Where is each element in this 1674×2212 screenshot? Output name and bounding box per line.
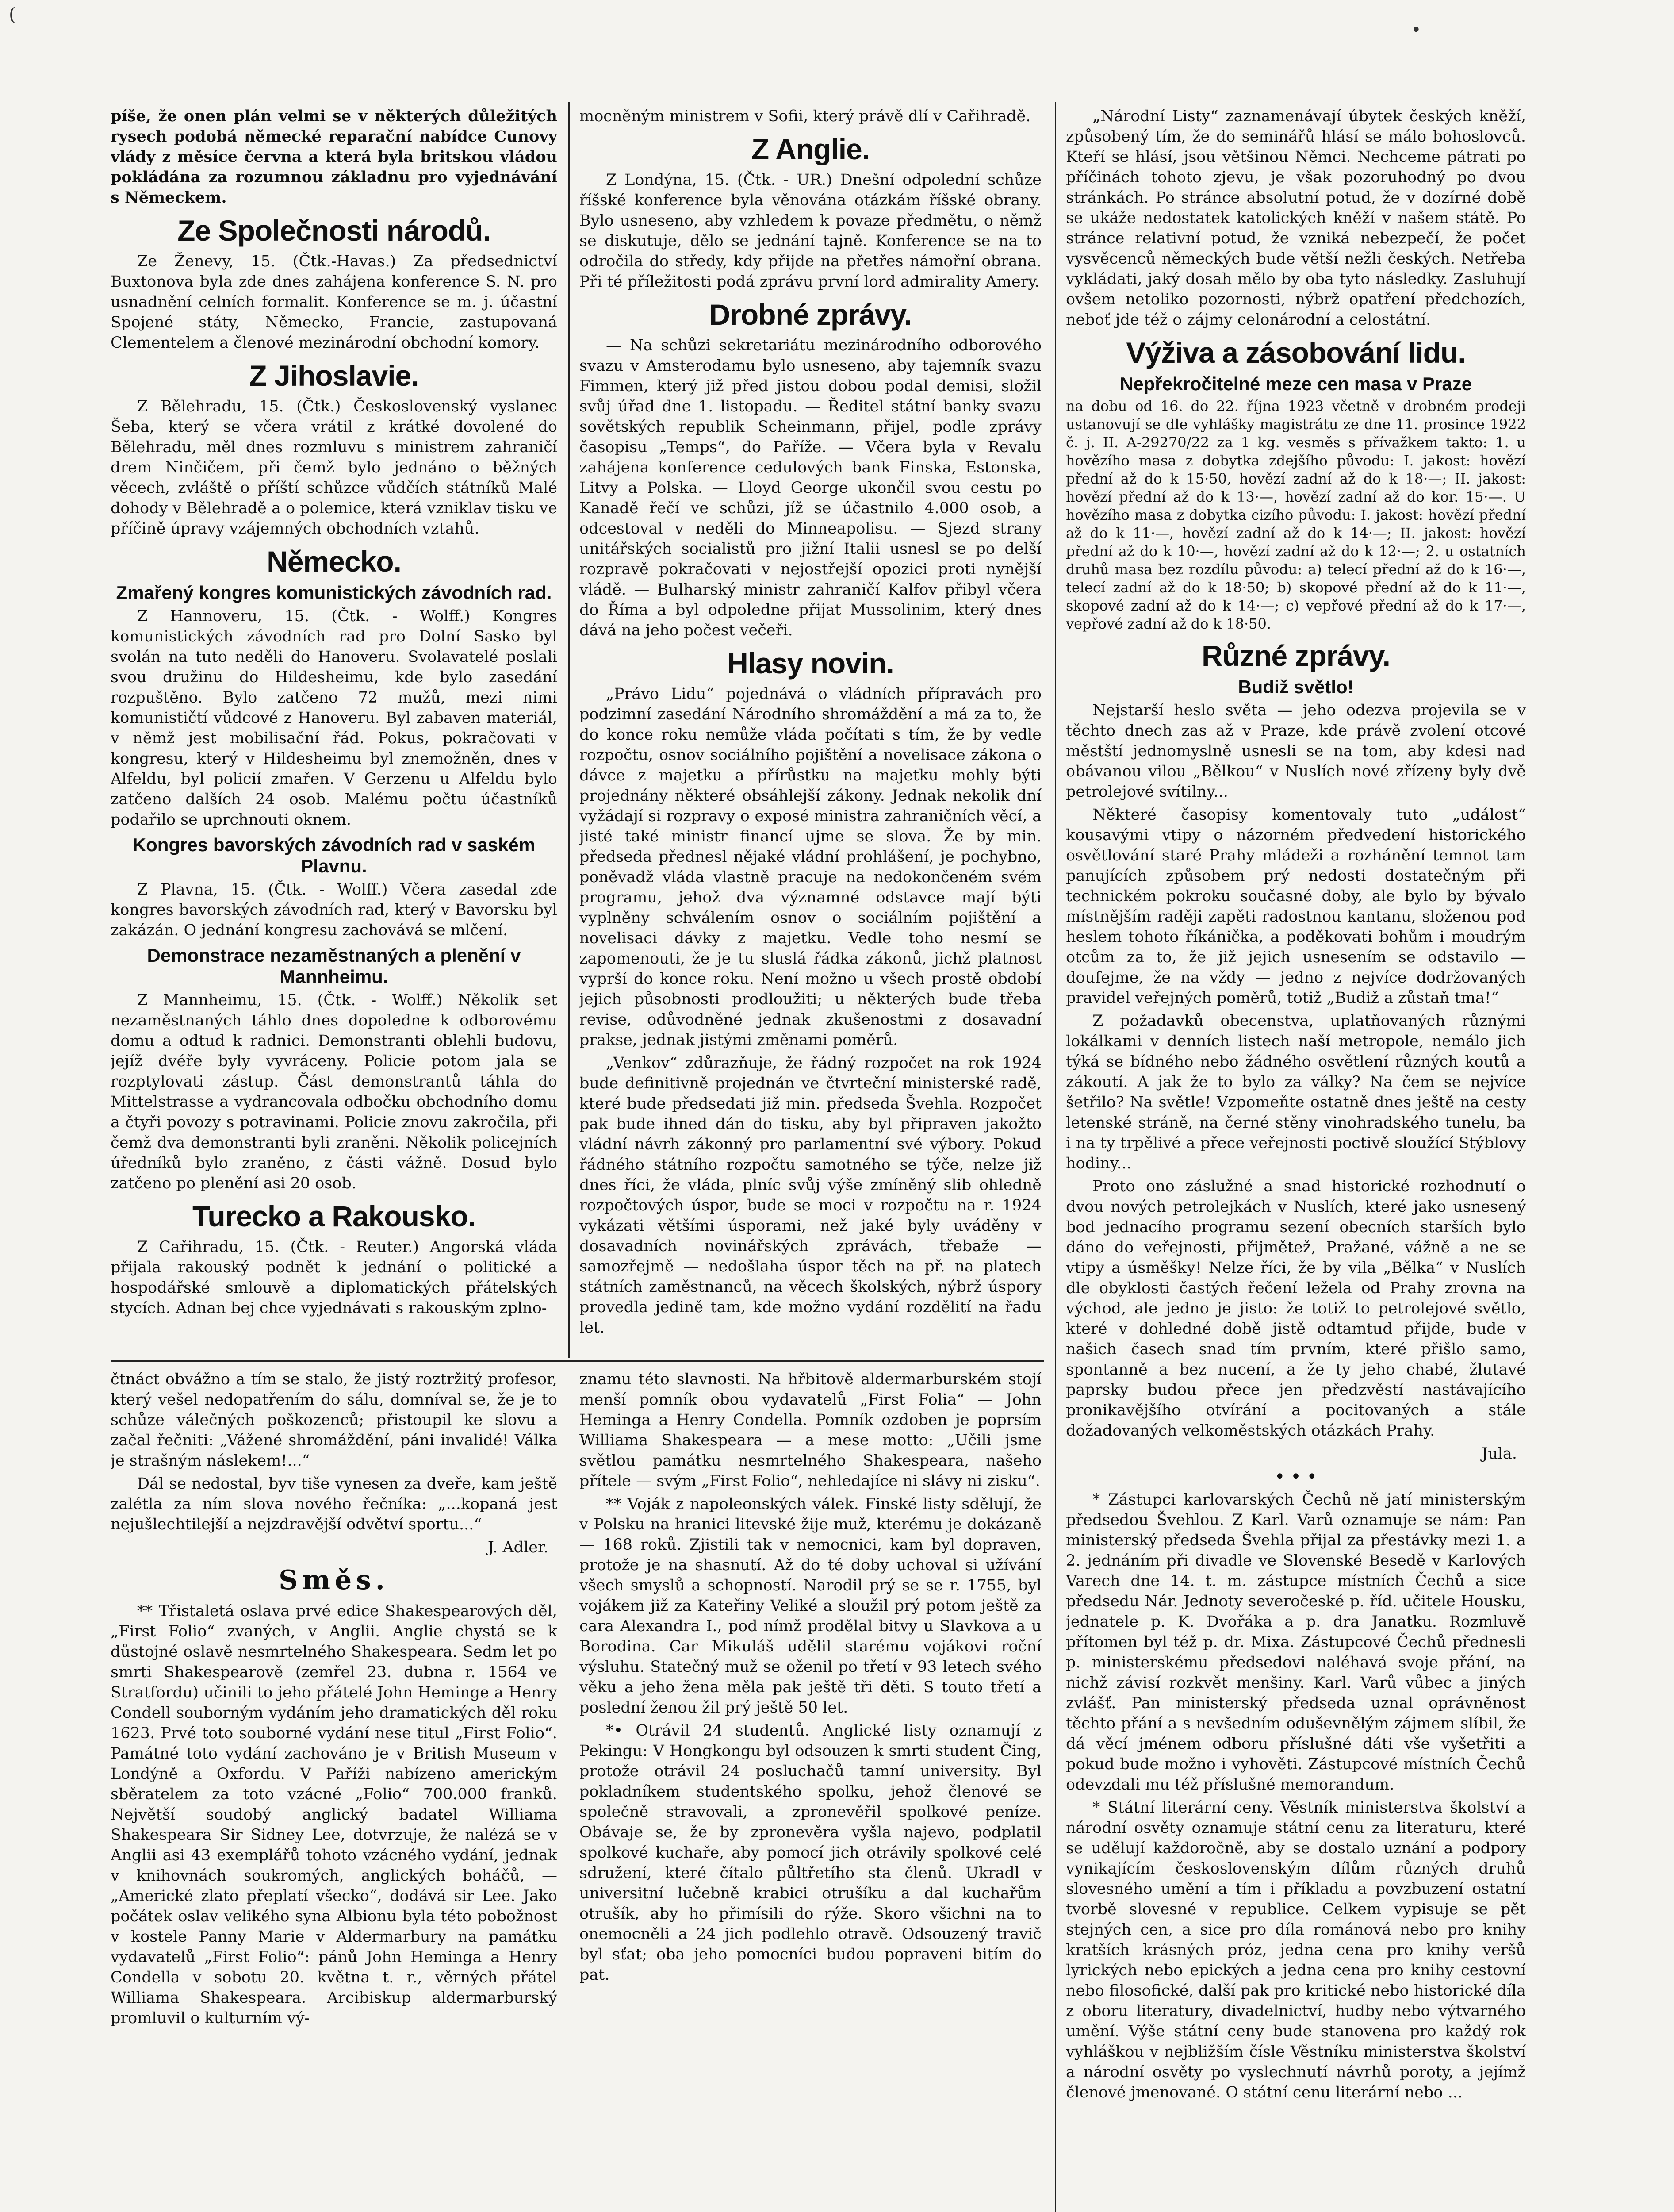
top-left-paragraph: píše, že onen plán velmi se v některých důležitých rysech podobá německé reparační nabídce Cunovy vlády z měsíce června a která byla britskou vládou pokládána za rozumnou základnu pro vyjednávání s Německem. [111, 107, 557, 207]
article-pravo-lidu: „Právo Lidu“ pojednává o vládních přípravách pro podzimní zasedání Národního shromáždění a má za to, že do konce roku nemůže vláda počítati s tím, že by vedle rozpočtu, osnov sociálního pojištění a novelisace zákona o dávce z majetku a přírůstku na majetku mohly býti projednány některé obsáhlejší zákony. Jednak nekolik dní vyžádají si rozpravy o exposé ministra zahraničních věcí, a jisté také ministr financí ujme se slova. Že by min. předseda přednesl nějaké vládní prohlášení, je pochybno, poněvadž vláda vlastně pracuje na nedokončeném svém programu, jehož dva významné odstavce mají býti vyplněny schválením osnov o sociálním pojištění a novelisaci dávky z majetku. Vedle toho nesmí se zapomenouti, že je tu sluslá řádka zákonů, jichž platnost vyprší do konce roku. Není možno u všech prostě období jejich působnosti prodloužiti; u některých bude třeba revise, odůvodněné jednak zkušenostmi z dosavadní prakse, jednak jistými změnami poměrů. [579, 685, 1042, 1049]
article-narodni-listy: „Národní Listy“ zaznamenávají úbytek českých kněží, způsobený tím, že do seminářů hlásí se málo bohoslovců. Kteří se hlásí, jsou většinou Němci. Nechceme pátrati po příčinách tohoto zjevu, je však pozoruhodný po dvou stránkách. Po stránce absolutní potud, že v dozírné době se ukáže nedostatek katolických kněží v našem státě. Po stránce relativní potud, že vzniká nebezpečí, že počet vysvěcenců německých bude větší nežli českých. Netřeba vykládati, jaký dosah mělo by oba tyto následky. Zasluhují ovšem netoliko pozornosti, nýbrž opatření předchozích, neboť jde též o zájmy celonárodní a celostátní. [1066, 108, 1526, 329]
page-dot-mark: • [1411, 20, 1421, 40]
heading-vyziva: Výživa a zásobování lidu. [1126, 336, 1466, 369]
heading-drobne-zpravy: Drobné zprávy. [709, 298, 912, 331]
heading-ruzne-zpravy: Různé zprávy. [1202, 639, 1390, 672]
column-rule [1055, 102, 1056, 2212]
heading-anglie: Z Anglie. [751, 133, 870, 165]
column-3 [1066, 106, 1526, 2212]
article-jihoslavie: Z Bělehradu, 15. (Čtk.) Československý vyslanec Šeba, který se včera vrátil z krátké dovolené do Bělehradu, měl dnes rozmluvu s ministrem zahraničí drem Ninčičem, při čemž bylo jednáno o běžných věcech, zvláště o příští schůzce vůdčích státníků Malé dohody v Bělehradě a o polemice, která vzniklav tisku ve příčině úpravy vzájemných obchodních vztahů. [111, 398, 557, 538]
column-2 [579, 106, 1042, 1354]
feuilleton-column-middle [579, 1369, 1042, 2212]
subheading-kongres-komunistu: Zmařený kongres komunistických závodních rad. [116, 582, 552, 603]
column-rule [568, 102, 570, 1358]
page-corner-mark: ( [9, 4, 16, 25]
article-drobne-zpravy: — Na schůzi sekretariátu mezinárodního odborového svazu v Amsterodamu bylo usneseno, aby tajemník svazu Fimmen, který již před jistou dobou podal demisi, složil svůj úřad dne 1. listopadu. — Ředitel státní banky svazu sovětských republik Scheinmann, přijel, podle zprávy časopisu „Temps“, do Paříže. — Včera byla v Revalu zahájena konference cedulových bank Finska, Estonska, Litvy a Polska. — Lloyd George ukončil svou cestu po Kanadě řečí ve schůzi, jíž se účastnilo 4.000 osob, a odcestoval v neděli do Minneapolisu. — Sjezd strany unitářských socialistů pro jižní Italii usnesl se po delší rozpravě pokračovati v nejostřejší opozici proti nynější vládě. — Bulharský ministr zahraničí Kalfov přibyl včera do Říma a byl odpoledne přijat Mussolinim, který dnes dává na jeho počest večeři. [579, 337, 1042, 639]
article-otravil-studentu: *• Otrávil 24 studentů. Anglické listy oznamují z Pekingu: V Hongkongu byl odsouzen k smrti student Čing, protože otrávil 24 posluchačů tamní university. Byl pokladníkem studentského spolku, jehož členové se společně stravovali, a zpronevěřil spolkové peníze. Obávaje se, že by zpronevěra vyšla najevo, podplatil spolkové kuchaře, aby pomocí jich otrávily spolkové celé sdružení, které čítalo půltřetího sta členů. Ukradl v universitní lučebně krabici otrušíku a dal kuchařům otrušík, aby ho přimísili do rýže. Skoro všichni na to onemocněli a 24 jich podlehlo otravě. Odsouzený travič byl sťat; oba jeho pomocníci budou popraveni bitím do pat. [579, 1722, 1042, 1984]
article-turecko: Z Cařihradu, 15. (Čtk. - Reuter.) Angorská vláda přijala rakouský podnět k jednání o politické a hospodářské smlouvě a diplomatických přátelských stycích. Adnan bej chce vyjednávati s rakouským zplno- [111, 1238, 557, 1317]
heading-spolecnost: Ze Společnosti národů. [177, 214, 490, 247]
article-karlovy-vary: * Zástupci karlovarských Čechů ně jatí ministerským předsedou Švehlou. Z Karl. Varů oznamuje se nám: Pan ministerský předseda Švehla přijal za přestávky mezi 1. a 2. jednáním při divadle ve Slovenské Besedě v Karlových Varech dne 14. t. m. zástupce místních Čechů a sice předsedu Nár. Jednoty severočeské p. říd. učitele Housku, jednatele p. K. Dvořáka a p. dra Janatku. Rozmluvě přítomen byl též p. dr. Mixa. Zástupcové Čechů přednesli p. ministerskému předsedovi naléhavá svoje přání, na nichž závisí rozkvět menšiny. Karl. Varů vůbec a jiných zvlášť. Pan ministerský předseda uznal oprávněnost těchto přání a s nevšedním oduševnělým zájmem slíbil, že dá věcí jménem odboru příslušné dáti vše vyšetřiti a pokud bude možno i vyhověti. Zástupcové místních Čechů odevzdali mu též příslušné memorandum. [1066, 1491, 1526, 1793]
heading-jihoslavie: Z Jihoslavie. [249, 359, 419, 392]
subheading-plavno: Kongres bavorských závodních rad v saském Plavnu. [132, 834, 536, 876]
separator-dots: • • • [1274, 1467, 1318, 1487]
column-1 [111, 106, 557, 1354]
feuilleton-column-left [111, 1369, 557, 2212]
subheading-mannheim: Demonstrace nezaměstnaných a plenění v Mannheimu. [147, 945, 521, 987]
col2-top-text: mocněným ministrem v Sofii, který právě dlí v Cařihradě. [579, 108, 1031, 125]
article-ceny-masa: na dobu od 16. do 22. října 1923 včetně v drobném prodeji ustanovují se dle vyhlášky magistrátu ze dne 11. prosince 1922 č. j. II. A-29270/22 za 1 kg. vesměs s přívažkem takto: 1. u hovězího masa z dobytka zdejšího původu: I. jakost: hovězí přední až do k 15·50, hovězí zadní až do k 18·—; II. jakost: hovězí přední až do k 13·—, hovězí zadní až do kor. 15·—. U hovězího masa z dobytka cizího původu: I. jakost: hovězí přední až do k 11·—, hovězí zadní až do k 14·—; II. jakost: hovězí přední až do k 10·—, hovězí zadní až do k 12·—; 2. u ostatních druhů masa bez rozdílu původu: a) telecí přední až do k 16·—, telecí zadní až do k 18·50; b) skopové přední až do k 11·—, skopové zadní až do k 14·—; c) vepřové přední až do k 17·—, vepřové zadní až do k 18·50. [1066, 398, 1526, 632]
heading-nemecko: Německo. [267, 545, 401, 578]
article-literarni-ceny: * Státní literární ceny. Věstník ministerstva školství a národní osvěty oznamuje státní cenu za literaturu, které se udělují každoročně, aby se dostalo uznání a podpory vynikajícím československým dílům různých druhů slovesného umění a tím i příkladu a povzbuzení ostatní tvorbě slovesné v republice. Celkem vypisuje se pět stejných cen, a sice pro díla románová nebo pro knihy kratších krásných próz, jedna cena pro knihy veršů lyrických nebo epických a jedna cena pro knihy cestovní nebo filosofické, další pak pro kritické nebo historické díla z oboru literatury, divadelnictví, hudby nebo výtvarného umění. Výše státní ceny bude stanovena pro každý rok vyhláškou v nejbližším čísle Věstníku ministerstva školství a národní osvěty po vyslechnutí návrhů poroty, a jejímž členové jmenované. O státní cenu literární nebo ... [1066, 1799, 1526, 2101]
article-svetlo-p2: Některé časopisy komentovaly tuto „událost“ kousavými vtipy o názorném předvedení historického osvětlování staré Prahy mládeži a rozhánění temnot tam panujících způsobem prý nedosti dostatečným při technickém pokroku současné doby, ale bylo by bývalo místnějším raději zapěti radostnou kantanu, složenou pod heslem tohoto říkánička, a poděkovati bohům i moudrým otcům za to, že již jejich usnesením se odstavilo — doufejme, že na vždy — jedno z nejvíce dodržovaných pravidel veřejných poměrů, totiž „Budiž a zůstaň tma!“ [1066, 806, 1526, 1007]
article-svetlo-p1: Nejstarší heslo světa — jeho odezva projevila se v těchto dnech zas až v Praze, kde právě zvolení otcové městští jednomyslně usnesli se na tom, aby kdesi nad obávanou vilou „Bělkou“ v Nuslích nové zřízeny byly dvě petrolejové svítilny... [1066, 702, 1526, 801]
heading-turecko: Turecko a Rakousko. [192, 1200, 475, 1233]
article-shakespeare-cont: znamu této slavnosti. Na hřbitově aldermarburském stojí menší pomník obou vydavatelů „First Folia“ — John Heminga a Henry Condella. Pomník ozdoben je poprsím Williama Shakespeara — a mese motto: „Učili jsme světlou památku nesmrtelného Shakespeara, našeho přítele — svým „First Folio“, nehledajíce ni slávy ni zisku“. [579, 1371, 1042, 1490]
feuilleton-sport-p1: čtnáct obvážno a tím se stalo, že jistý roztržitý profesor, který vešel nedopatřením do sálu, domníval se, že je to schůze válečných poškozenců; přistoupil ke slovu a začal řečniti: „Vážené shromáždění, páni invalidé! Válka je strašným náslekem!...“ [111, 1371, 557, 1470]
subheading-budiz-svetlo: Budiž světlo! [1238, 676, 1354, 697]
subheading-meze-cen-masa: Nepřekročitelné meze cen masa v Praze [1119, 373, 1472, 394]
article-mannheim: Z Mannheimu, 15. (Čtk. - Wolff.) Několik set nezaměstnaných táhlo dnes dopoledne k odborovému domu a odtud k radnici. Demonstranti oblehli budovu, jejíž dvéře byly vyvráceny. Policie potom jala se rozptylovati zástup. Část demonstrantů táhla do Mittelstrasse a vydrancovala odbočku obchodního domu a čtyři povozy s potravinami. Policie znovu zakročila, při čemž dva demonstranti byli zraněni. Několik policejních úředníků bylo zraněno, z části vážně. Dosud bylo zatčeno po plenění asi 20 osob. [111, 991, 557, 1192]
feuilleton-rule [111, 1360, 1044, 1362]
article-plavno: Z Plavna, 15. (Čtk. - Wolff.) Včera zasedal zde kongres bavorských závodních rad, který v Bavorsku byl zakázán. O jednání kongresu zachovává se mlčení. [111, 881, 557, 939]
article-shakespeare: ** Třistaletá oslava prvé edice Shakespearových děl, „First Folio“ zvaných, v Anglii. Anglie chystá se k důstojné oslavě nesmrtelného Shakespeara. Sedm let po smrti Shakespearově (zemřel 23. dubna r. 1564 ve Stratfordu) učinili to jeho přátelé John Heminge a Henry Condell souborným vydáním jeho dramatických děl roku 1623. Prvé toto souborné vydání nese titul „First Folio“. Památné toto vydání zachováno je v British Museum v Londýně a Oxfordu. V Paříži nabízeno americkým sběratelem za toto vzácné „Folio“ 700.000 franků. Největší soudobý anglický badatel Williama Shakespeara Sir Sidney Lee, dotvrzuje, že nalézá se v Anglii asi 43 exemplářů tohoto vzácného vydání, jednak v knihovnách soukromých, anglických boháčů, — „Americké zlato přeplatí všecko“, dodává sir Lee. Jako počátek oslav velikého syna Albionu byla této pobožnost v kostele Panny Marie v Aldermarbury na památku vydavatelů „First Folio“: pánů John Heminga a Henry Condella v sobotu 20. května t. r., věrných přátel Williama Shakespeara. Arcibiskup aldermarburský promluvil o kulturním vý- [111, 1602, 557, 2027]
article-spolecnost: Ze Ženevy, 15. (Čtk.-Havas.) Za předsednictví Buxtonova byla zde dnes zahájena konference S. N. pro usnadnění celních formalit. Konference se m. j. účastní Spojené státy, Německo, Francie, zastupovaná Clementelem a členové mezinárodní obchodní komory. [111, 253, 557, 352]
heading-smes: Směs. [279, 1565, 389, 1596]
signature-adler: J. Adler. [487, 1539, 548, 1556]
article-vojak: ** Voják z napoleonských válek. Finské listy sdělují, že v Polsku na hranici litevské žije muž, kterému je dokázaně — 168 roků. Zjistili tak v nemocnici, kam byl dopraven, protože je na shasnutí. Až do té doby uchoval si užívání všech smyslů a schopností. Narodil prý se se r. 1755, byl vojákem již za Kateřiny Veliké a sloužil prý potom ještě za cara Alexandra I., pod nímž prodělal bitvy u Slavkova a u Borodina. Car Mikuláš udělil starému vojákovi roční výsluhu. Statečný muž se oženil po třetí v 93 letech svého věku a jeho žena měla pak ještě tři děti. S touto třetí a poslední ženou žil prý ještě 50 let. [579, 1495, 1042, 1717]
article-svetlo-p4: Proto ono záslužné a snad historické rozhodnutí o dvou nových petrolejkách v Nuslích, které jako usnesený bod jednacího programu sezení obecních starších bylo dáno do veřejnosti, přijmětež, Pražané, vážně a ne se vtipy a úsměšky! Nelze říci, že by vila „Bělka“ v Nuslích dle obyklosti častých řečení ležela od Prahy zrovna na východ, ale jedno je jisto: že totiž to petrolejové světlo, které v dohledné době jistě odtamtud přijde, bude v našich časech snad tím prvním, které přišlo samo, spontanně a bez nucení, a že ty jeho chabé, žlutavé paprsky budou přece jen předzvěstí nastávajícího pronikavějšího otvírání a pocitovaných a stále dožadovaných velkoměstských otázkách Prahy. [1066, 1178, 1526, 1440]
signature-jula: Jula. [1482, 1445, 1517, 1463]
article-svetlo-p3: Z požadavků obecenstva, uplatňovaných různými lokálkami v denních listech naší metropole, nemálo jich týká se bídného nebo žádného osvětlení různých koutů a zákoutí. A jak že to bylo za války? Na čem se nejvíce šetřilo? Na světle! Vzpomeňte ostatně dnes ještě na cesty letenské stráně, na černé stěny vinohradského tunelu, ba i na ty trpělivé a přece veřejnosti poctivě sloužící Stýblovy hodiny... [1066, 1012, 1526, 1172]
article-hannover: Z Hannoveru, 15. (Čtk. - Wolff.) Kongres komunistických závodních rad pro Dolní Sasko byl svolán na tuto neděli do Hanoveru. Svolavatelé poslali svou družinu do Hildesheimu, kde bylo zasedání rozpuštěno. Bylo zatčeno 72 mužů, mezi nimi komunističtí vůdcové z Hanoveru. Byl zabaven materiál, v němž jest mobilisační řád. Pokus, pokračovati v kongresu, který v Hildesheimu byl znemožněn, dnes v Alfeldu, byl policií zmařen. V Gerzenu u Alfeldu bylo zatčeno dalších 24 osob. Malému počtu účastníků podařilo se uprchnouti oknem. [111, 607, 557, 829]
heading-hlasy-novin: Hlasy novin. [727, 647, 894, 680]
article-venkov: „Venkov“ zdůrazňuje, že řádný rozpočet na rok 1924 bude definitivně projednán ve čtvrteční ministerské radě, které bude předsedati již min. předseda Švehla. Rozpočet pak bude ihned dán do tisku, aby byl připraven jakožto vládní návrh zákonný pro parlamentní své výbory. Pokud řádného státního rozpočtu samotného se týče, nelze již dnes říci, že vláda, plníc svůj výše zmíněný slib ohledně rozpočtových úspor, bude se moci v rozpočtu na r. 1924 vykázati většími úsporami, než jaké byly uváděny v dosavadních novinářských zprávách, třebaže — samozřejmě — nedošlaha úspor těch na př. na platech státních zaměstnanců, na věcech školských, nýbrž úspory provedla jedině tam, kde možno vydání rozdělití na řadu let. [579, 1054, 1042, 1336]
article-anglie: Z Londýna, 15. (Čtk. - UR.) Dnešní odpolední schůze říšské konference byla věnována otázkám říšské obrany. Bylo usneseno, aby vzhledem k povaze předmětu, o němž se diskutuje, dělo se jednání tajně. Konference se na to odročila do středy, kdy přijde na přetřes námořní obrana. Při té příležitosti podá zprávu první lord admirality Amery. [579, 171, 1042, 291]
feuilleton-sport-p2: Dál se nedostal, byv tiše vynesen za dveře, kam ještě zalétla za ním slova nového řečníka: „...kopaná jest nejušlechtilejší a nejzdravější odvětví sportu...“ [111, 1475, 557, 1533]
